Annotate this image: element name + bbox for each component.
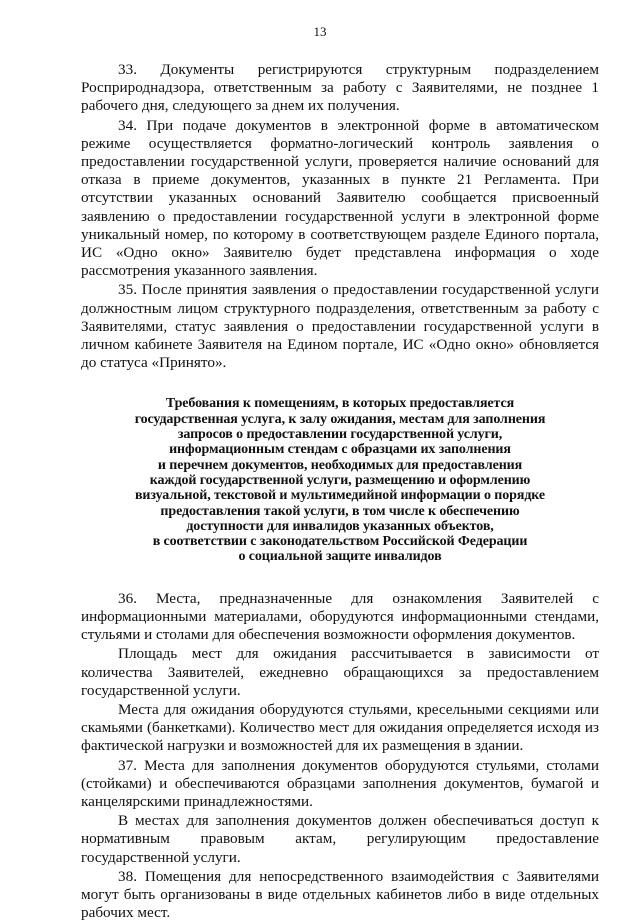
paragraph-34: 34. При подаче документов в электронной форме в автоматическом режиме осуществляется форматно-логический контроль заявления о предоставлении государственной услуги, проверяется наличие оснований для отказа в приеме документов, указанных в пункте 21 Регламента. При отсутствии указанных оснований Заявителю сообщается присвоенный заявлению о предоставлении государственной услуги в электронной форме уникальный номер, по которому в соответствующем разделе Единого портала, ИС «Одно окно» Заявителю будет представлена информация о ходе рассмотрения указанного заявления. xyxy=(81,116,599,280)
heading-line: запросов о предоставлении государственной услуги, xyxy=(177,427,503,443)
paragraph-waiting-seats: Места для ожидания оборудуются стульями, кресельными секциями или скамьями (банкетками). Количество мест для ожидания определяется исходя из фактической нагрузки и возможностей для их размещения в здании. xyxy=(81,700,599,755)
document-body xyxy=(81,61,599,922)
heading-line: в соответствии с законодательством Российской Федерации xyxy=(152,534,528,550)
paragraph-legal-access: В местах для заполнения документов должен обеспечиваться доступ к нормативным правовым актам, регулирующим предоставление государственной услуги. xyxy=(81,812,599,866)
heading-line: и перечнем документов, необходимых для предоставления xyxy=(157,457,523,473)
heading-line: предоставления такой услуги, в том числе к обеспечению xyxy=(160,503,520,519)
heading-line: доступности для инвалидов указанных объектов, xyxy=(186,518,494,534)
paragraph-38: 38. Помещения для непосредственного взаимодействия с Заявителями могут быть организованы в виде отдельных кабинетов либо в виде отдельных рабочих мест. xyxy=(81,867,599,922)
paragraph-waiting-area: Площадь мест для ожидания рассчитывается в зависимости от количества Заявителей, ежедневно обращающихся за предоставлением государственной услуги. xyxy=(81,645,599,699)
heading-line: государственная услуга, к залу ожидания, местам для заполнения xyxy=(134,411,546,427)
heading-line: информационным стендам с образцами их заполнения xyxy=(169,442,511,458)
paragraph-35: 35. После принятия заявления о предоставлении государственной услуги должностным лицом структурного подразделения, ответственным за работу с Заявителями, статус заявления о предоставлении государственной услуги в личном кабинете Заявителя на Едином портале, ИС «Одно окно» обновляется до статуса «Принято». xyxy=(81,281,599,372)
paragraph-33: 33. Документы регистрируются структурным подразделением Росприроднадзора, ответственным за работу с Заявителями, не позднее 1 рабочего дня, следующего за днем их получения. xyxy=(81,61,599,115)
heading-line: Требования к помещениям, в которых предоставляется xyxy=(165,396,515,412)
page-number: 13 xyxy=(313,24,327,39)
section-heading xyxy=(81,396,599,564)
heading-line: о социальной защите инвалидов xyxy=(238,549,442,565)
paragraph-37: 37. Места для заполнения документов оборудуются стульями, столами (стойками) и обеспечиваются образцами заполнения документов, бумагой и канцелярскими принадлежностями. xyxy=(81,756,599,810)
heading-line: визуальной, текстовой и мультимедийной информации о порядке xyxy=(134,488,546,504)
paragraph-36: 36. Места, предназначенные для ознакомления Заявителей с информационными материалами, оборудуются информационными стендами, стульями и столами для обеспечения возможности оформления документов. xyxy=(81,589,599,644)
heading-line: каждой государственной услуги, размещению и оформлению xyxy=(149,472,531,488)
